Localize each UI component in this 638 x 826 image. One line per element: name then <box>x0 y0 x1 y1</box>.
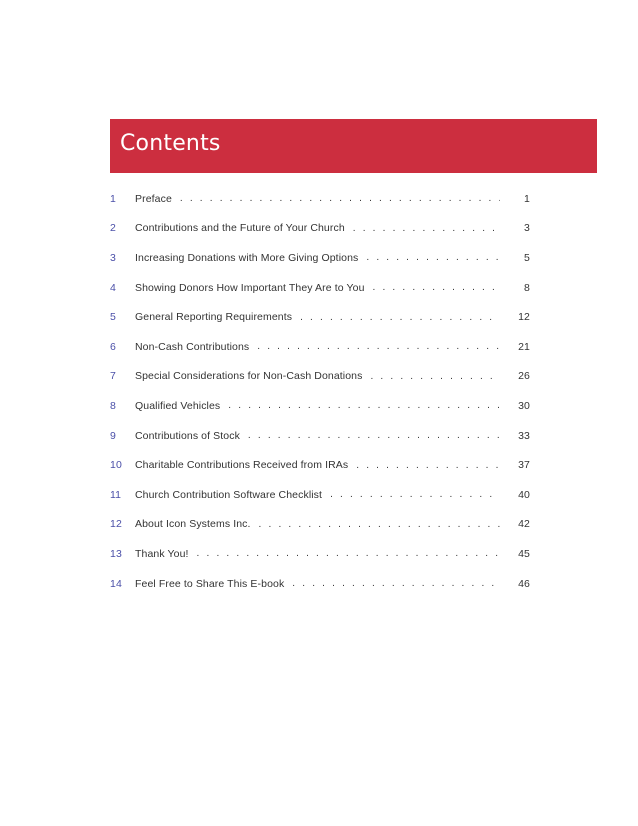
toc-entry-number: 10 <box>110 459 122 472</box>
toc-entry-contributions-future[interactable] <box>110 214 530 244</box>
toc-entry-page: 30 <box>518 399 530 412</box>
toc-entry-about-icon-systems[interactable] <box>110 510 530 540</box>
table-of-contents <box>110 184 530 598</box>
toc-entry-page: 1 <box>524 192 530 205</box>
toc-entry-showing-donors[interactable] <box>110 273 530 303</box>
toc-entry-page: 42 <box>518 518 530 531</box>
toc-entry-page: 3 <box>524 222 530 235</box>
toc-entry-non-cash[interactable] <box>110 332 530 362</box>
toc-dot-leader <box>356 460 500 471</box>
toc-dot-leader <box>366 252 500 263</box>
toc-entry-title: About Icon Systems Inc. <box>135 518 251 531</box>
toc-entry-number: 2 <box>110 222 116 235</box>
toc-dot-leader <box>370 371 500 382</box>
toc-entry-title: Qualified Vehicles <box>135 399 221 412</box>
toc-entry-preface[interactable] <box>110 184 530 214</box>
toc-entry-qualified-vehicles[interactable] <box>110 391 530 421</box>
toc-entry-page: 5 <box>524 251 530 264</box>
toc-entry-number: 5 <box>110 311 116 324</box>
toc-entry-page: 45 <box>518 547 530 560</box>
toc-entry-increasing-donations[interactable] <box>110 243 530 273</box>
toc-entry-title: Showing Donors How Important They Are to You <box>135 281 365 294</box>
toc-entry-title: General Reporting Requirements <box>135 311 293 324</box>
toc-entry-number: 12 <box>110 518 122 531</box>
toc-entry-share-ebook[interactable] <box>110 569 530 599</box>
toc-dot-leader <box>180 193 500 204</box>
toc-entry-number: 8 <box>110 399 116 412</box>
toc-entry-page: 37 <box>518 459 530 472</box>
toc-entry-number: 3 <box>110 251 116 264</box>
toc-entry-title: Non-Cash Contributions <box>135 340 250 353</box>
toc-entry-page: 33 <box>518 429 530 442</box>
toc-entry-thank-you[interactable] <box>110 539 530 569</box>
toc-entry-number: 11 <box>110 488 122 501</box>
toc-dot-leader <box>228 400 500 411</box>
toc-dot-leader <box>248 430 500 441</box>
toc-entry-page: 26 <box>518 370 530 383</box>
toc-entry-special-considerations[interactable] <box>110 362 530 392</box>
toc-dot-leader <box>373 282 500 293</box>
toc-entry-charitable-iras[interactable] <box>110 450 530 480</box>
toc-entry-general-reporting[interactable] <box>110 302 530 332</box>
toc-entry-page: 12 <box>518 311 530 324</box>
page-title: Contents <box>120 131 221 156</box>
toc-entry-software-checklist[interactable] <box>110 480 530 510</box>
toc-entry-title: Church Contribution Software Checklist <box>135 488 323 501</box>
toc-entry-title: Special Considerations for Non-Cash Donations <box>135 370 363 383</box>
toc-entry-title: Charitable Contributions Received from IRAs <box>135 459 349 472</box>
toc-entry-contributions-stock[interactable] <box>110 421 530 451</box>
toc-entry-page: 40 <box>518 488 530 501</box>
toc-dot-leader <box>257 341 500 352</box>
toc-dot-leader <box>259 519 500 530</box>
toc-entry-number: 4 <box>110 281 116 294</box>
toc-entry-page: 46 <box>518 577 530 590</box>
toc-entry-title: Increasing Donations with More Giving Options <box>135 251 359 264</box>
toc-entry-number: 9 <box>110 429 116 442</box>
toc-entry-page: 21 <box>518 340 530 353</box>
toc-entry-title: Thank You! <box>135 547 189 560</box>
toc-dot-leader <box>292 578 500 589</box>
toc-dot-leader <box>330 489 500 500</box>
toc-entry-number: 6 <box>110 340 116 353</box>
toc-entry-number: 13 <box>110 547 122 560</box>
toc-dot-leader <box>353 223 500 234</box>
toc-dot-leader <box>197 548 500 559</box>
toc-entry-title: Contributions of Stock <box>135 429 240 442</box>
toc-entry-number: 7 <box>110 370 116 383</box>
toc-entry-title: Feel Free to Share This E-book <box>135 577 285 590</box>
toc-entry-number: 1 <box>110 192 116 205</box>
toc-dot-leader <box>300 312 500 323</box>
toc-entry-number: 14 <box>110 577 122 590</box>
contents-header <box>110 119 597 173</box>
toc-entry-page: 8 <box>524 281 530 294</box>
toc-entry-title: Preface <box>135 192 172 205</box>
toc-entry-title: Contributions and the Future of Your Church <box>135 222 345 235</box>
